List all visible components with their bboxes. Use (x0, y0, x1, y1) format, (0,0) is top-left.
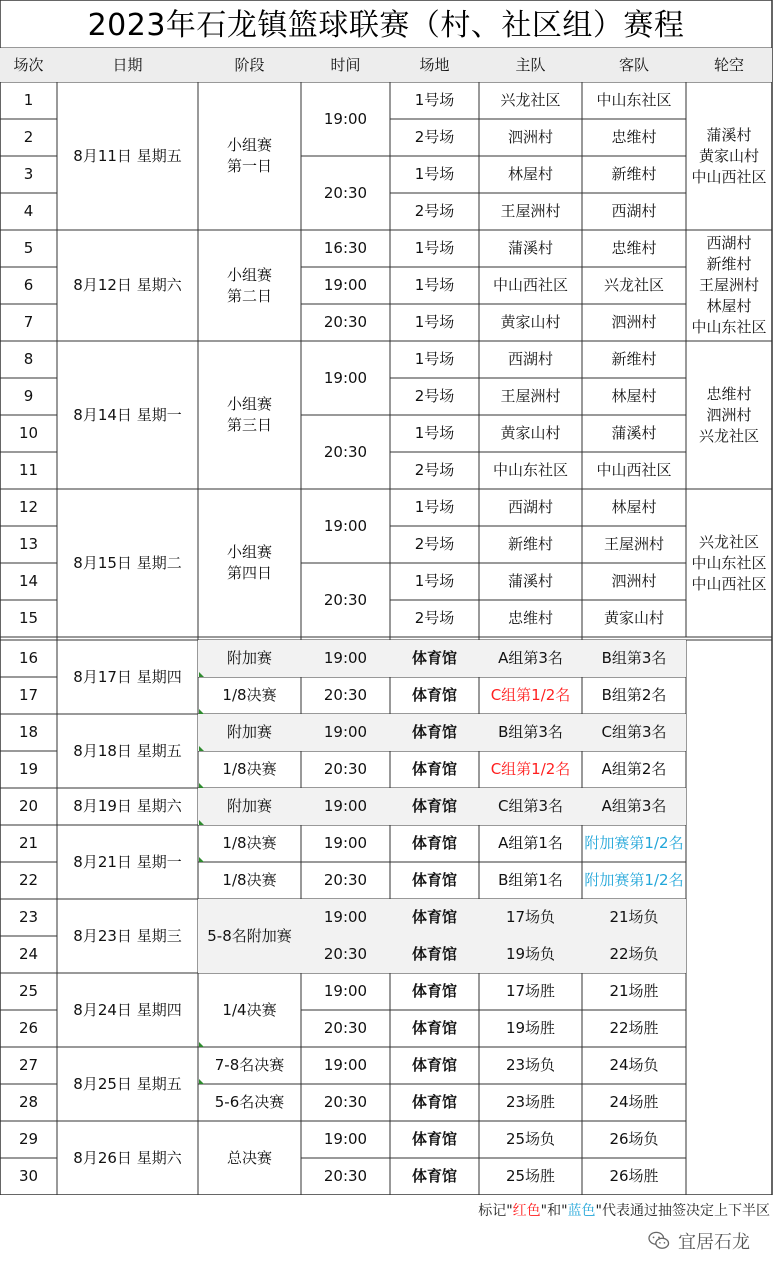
match-date: 8月11日 星期五 (73, 146, 182, 165)
cell-comment-marker (199, 1079, 204, 1084)
home-team: 19场胜 (505, 1019, 556, 1037)
away-team: 王屋洲村 (603, 535, 664, 553)
match-date: 8月24日 星期四 (73, 1000, 182, 1019)
home-team: 忠维村 (507, 609, 553, 627)
time-slot: 19:00 (323, 1056, 368, 1074)
time-slot: 20:30 (323, 686, 368, 704)
venue: 体育馆 (411, 760, 457, 778)
venue: 体育馆 (411, 834, 457, 852)
venue: 2号场 (414, 128, 455, 146)
venue: 体育馆 (411, 871, 457, 889)
time-slot: 20:30 (323, 1167, 368, 1185)
stage-label: 小组赛 第一日 (226, 136, 272, 175)
away-team: 22场负 (582, 936, 686, 973)
match-date: 8月19日 星期六 (73, 797, 182, 815)
venue: 体育馆 (411, 1093, 457, 1111)
bye-teams: 西湖村 新维村 王屋洲村 林屋村 中山东社区 (691, 234, 767, 336)
stage-label: 小组赛 第四日 (226, 543, 272, 582)
stage-label: 附加赛 (198, 640, 301, 677)
cell-comment-marker (199, 746, 204, 751)
away-team: 24场胜 (609, 1093, 659, 1111)
match-number: 30 (18, 1167, 39, 1185)
home-team: A组第3名 (479, 640, 582, 677)
match-number: 5 (23, 239, 34, 257)
cell-comment-marker (199, 709, 204, 714)
time-slot: 19:00 (301, 788, 390, 825)
time-slot: 16:30 (323, 239, 368, 257)
match-number: 25 (18, 982, 39, 1000)
col-header-date: 日期 (57, 48, 198, 82)
match-number: 14 (18, 572, 39, 590)
match-number: 24 (18, 945, 39, 963)
time-slot: 19:00 (323, 516, 368, 535)
stage-label: 1/8决赛 (222, 760, 277, 778)
stage-label: 5-6名决赛 (214, 1093, 285, 1111)
venue: 2号场 (414, 387, 455, 405)
venue: 体育馆 (411, 982, 457, 1000)
stage-label: 1/4决赛 (222, 1000, 277, 1019)
home-team: 新维村 (507, 535, 553, 553)
match-number: 13 (18, 535, 39, 553)
venue: 2号场 (414, 461, 455, 479)
venue: 1号场 (414, 572, 455, 590)
home-team: 黄家山村 (500, 424, 561, 442)
home-team: B组第1名 (498, 871, 563, 889)
match-number: 22 (18, 871, 39, 889)
home-team: 19场负 (479, 936, 582, 973)
away-team: B组第2名 (601, 686, 667, 704)
away-team: 附加赛第1/2名 (584, 871, 684, 889)
venue: 体育馆 (390, 640, 479, 677)
match-number: 9 (23, 387, 34, 405)
match-date: 8月17日 星期四 (73, 667, 182, 686)
match-number: 12 (18, 498, 39, 516)
time-slot: 19:00 (323, 368, 368, 387)
match-date: 8月15日 星期二 (73, 553, 182, 572)
stage-label: 7-8名决赛 (214, 1056, 285, 1074)
bye-teams: 蒲溪村 黄家山村 中山西社区 (691, 125, 767, 186)
venue: 1号场 (414, 424, 455, 442)
match-number: 28 (18, 1093, 39, 1111)
stage-label: 1/8决赛 (222, 686, 277, 704)
time-slot: 20:30 (323, 1019, 368, 1037)
home-team: C组第3名 (479, 788, 582, 825)
match-number: 17 (18, 686, 39, 704)
cell-comment-marker (199, 857, 204, 862)
home-team: A组第1名 (498, 834, 563, 852)
home-team: 中山西社区 (492, 276, 568, 294)
home-team: 黄家山村 (500, 313, 561, 331)
match-date: 8月14日 星期一 (73, 405, 182, 424)
away-team: B组第3名 (582, 640, 686, 677)
time-slot: 20:30 (323, 1093, 368, 1111)
venue: 体育馆 (411, 1167, 457, 1185)
home-team: 蒲溪村 (507, 239, 553, 257)
away-team: 西湖村 (611, 202, 657, 220)
away-team: 中山西社区 (596, 461, 672, 479)
home-team: 23场负 (505, 1056, 556, 1074)
footnote-blue-word: 蓝色 (567, 1203, 596, 1219)
footnote-red-word: 红色 (512, 1203, 541, 1219)
venue: 体育馆 (411, 1019, 457, 1037)
stage-label: 小组赛 第三日 (226, 395, 272, 434)
col-header-stage: 阶段 (198, 48, 301, 82)
away-team: 忠维村 (611, 128, 657, 146)
match-number: 20 (18, 797, 39, 815)
match-number: 19 (18, 760, 39, 778)
stage-label: 总决赛 (226, 1148, 272, 1167)
away-team: 林屋村 (611, 387, 657, 405)
venue: 1号场 (414, 91, 455, 109)
home-team: 25场胜 (505, 1167, 556, 1185)
match-number: 3 (23, 165, 34, 183)
venue: 1号场 (414, 350, 455, 368)
away-team: 新维村 (611, 165, 657, 183)
time-slot: 20:30 (323, 590, 368, 609)
venue: 1号场 (414, 239, 455, 257)
away-team: 泗洲村 (611, 313, 657, 331)
stage-label: 附加赛 (198, 788, 301, 825)
time-slot: 20:30 (323, 760, 368, 778)
col-header-home: 主队 (479, 48, 582, 82)
cell-comment-marker (199, 1042, 204, 1047)
home-team: 西湖村 (507, 498, 553, 516)
away-team: 中山东社区 (596, 91, 672, 109)
match-date: 8月26日 星期六 (73, 1148, 182, 1167)
venue: 体育馆 (390, 714, 479, 751)
match-number: 18 (18, 723, 39, 741)
home-team: 25场负 (505, 1130, 556, 1148)
venue: 体育馆 (390, 936, 479, 973)
stage-label: 小组赛 第二日 (226, 265, 272, 305)
home-team: 林屋村 (507, 165, 553, 183)
home-team: 17场胜 (505, 982, 556, 1000)
venue: 2号场 (414, 609, 455, 627)
away-team: A组第3名 (582, 788, 686, 825)
time-slot: 19:00 (323, 1130, 368, 1148)
time-slot: 20:30 (323, 442, 368, 461)
venue: 体育馆 (390, 899, 479, 936)
match-date: 8月23日 星期三 (73, 926, 182, 945)
bye-teams: 忠维村 泗洲村 兴龙社区 (698, 384, 759, 445)
time-slot: 19:00 (301, 714, 390, 751)
match-number: 23 (18, 908, 39, 926)
footnote-suffix: "代表通过抽签决定上下半区 (595, 1203, 770, 1219)
away-team: 忠维村 (611, 239, 657, 257)
away-team: 26场负 (609, 1130, 659, 1148)
cell-comment-marker (199, 783, 204, 788)
venue: 体育馆 (411, 1056, 457, 1074)
home-team: 23场胜 (505, 1093, 556, 1111)
venue: 体育馆 (390, 788, 479, 825)
home-team: C组第1/2名 (490, 760, 571, 778)
col-header-match: 场次 (0, 48, 57, 82)
away-team: 21场胜 (609, 982, 659, 1000)
home-team: 西湖村 (507, 350, 553, 368)
away-team: 新维村 (611, 350, 657, 368)
away-team: 26场胜 (609, 1167, 659, 1185)
away-team: 林屋村 (611, 498, 657, 516)
time-slot: 20:30 (323, 871, 368, 889)
cell-comment-marker (199, 820, 204, 825)
brand-watermark (648, 1228, 750, 1254)
match-number: 7 (23, 313, 34, 331)
match-number: 10 (18, 424, 39, 442)
away-team: 22场胜 (609, 1019, 659, 1037)
stage-label: 1/8决赛 (222, 871, 277, 889)
match-number: 21 (18, 834, 39, 852)
away-team: 蒲溪村 (611, 424, 657, 442)
match-date: 8月21日 星期一 (73, 852, 182, 871)
home-team: C组第1/2名 (490, 686, 571, 704)
venue: 1号场 (414, 313, 455, 331)
venue: 体育馆 (411, 1130, 457, 1148)
match-number: 4 (23, 202, 34, 220)
home-team: 蒲溪村 (507, 572, 553, 590)
cell-comment-marker (199, 672, 204, 677)
footnote (478, 1200, 770, 1220)
match-number: 27 (18, 1056, 39, 1074)
away-team: A组第2名 (601, 760, 667, 778)
time-slot: 19:00 (323, 109, 368, 128)
away-team: 黄家山村 (603, 609, 664, 627)
col-header-away: 客队 (582, 48, 686, 82)
col-header-time: 时间 (301, 48, 390, 82)
home-team: 兴龙社区 (500, 91, 561, 109)
stage-label: 附加赛 (198, 714, 301, 751)
brand-name: 宜居石龙 (678, 1232, 750, 1253)
venue: 2号场 (414, 202, 455, 220)
col-header-bye: 轮空 (686, 48, 772, 82)
home-team: 中山东社区 (492, 461, 568, 479)
venue: 2号场 (414, 535, 455, 553)
time-slot: 20:30 (323, 313, 368, 331)
away-team: 兴龙社区 (603, 276, 664, 294)
venue: 1号场 (414, 165, 455, 183)
time-slot: 19:00 (323, 834, 368, 852)
page-title: 2023年石龙镇篮球联赛（村、社区组）赛程 (87, 7, 685, 43)
match-number: 15 (18, 609, 39, 627)
col-header-venue: 场地 (390, 48, 479, 82)
time-slot: 19:00 (323, 982, 368, 1000)
match-date: 8月18日 星期五 (73, 741, 182, 760)
away-team: 泗洲村 (611, 572, 657, 590)
away-team: 附加赛第1/2名 (584, 834, 684, 852)
match-number: 26 (18, 1019, 39, 1037)
venue: 1号场 (414, 276, 455, 294)
match-date: 8月25日 星期五 (73, 1074, 182, 1093)
away-team: 24场负 (609, 1056, 659, 1074)
stage-label: 5-8名附加赛 (198, 899, 301, 973)
match-number: 2 (23, 128, 34, 146)
home-team: 17场负 (479, 899, 582, 936)
home-team: 泗洲村 (507, 128, 553, 146)
time-slot: 19:00 (301, 899, 390, 936)
away-team: 21场负 (582, 899, 686, 936)
stage-label: 1/8决赛 (222, 834, 277, 852)
match-number: 11 (18, 461, 39, 479)
venue: 1号场 (414, 498, 455, 516)
match-number: 16 (18, 649, 39, 667)
away-team: C组第3名 (582, 714, 686, 751)
footnote-prefix: 标记" (478, 1203, 513, 1219)
time-slot: 20:30 (323, 183, 368, 202)
home-team: 王屋洲村 (500, 202, 561, 220)
wechat-icon (648, 1231, 670, 1251)
venue: 体育馆 (411, 686, 457, 704)
home-team: 王屋洲村 (500, 387, 561, 405)
bye-teams: 兴龙社区 中山东社区 中山西社区 (691, 532, 767, 593)
time-slot: 19:00 (323, 276, 368, 294)
match-number: 8 (23, 350, 34, 368)
footnote-mid: "和" (540, 1203, 568, 1219)
match-date: 8月12日 星期六 (73, 276, 182, 294)
match-number: 6 (23, 276, 34, 294)
time-slot: 20:30 (301, 936, 390, 973)
time-slot: 19:00 (301, 640, 390, 677)
match-number: 29 (18, 1130, 39, 1148)
home-team: B组第3名 (479, 714, 582, 751)
match-number: 1 (23, 91, 34, 109)
